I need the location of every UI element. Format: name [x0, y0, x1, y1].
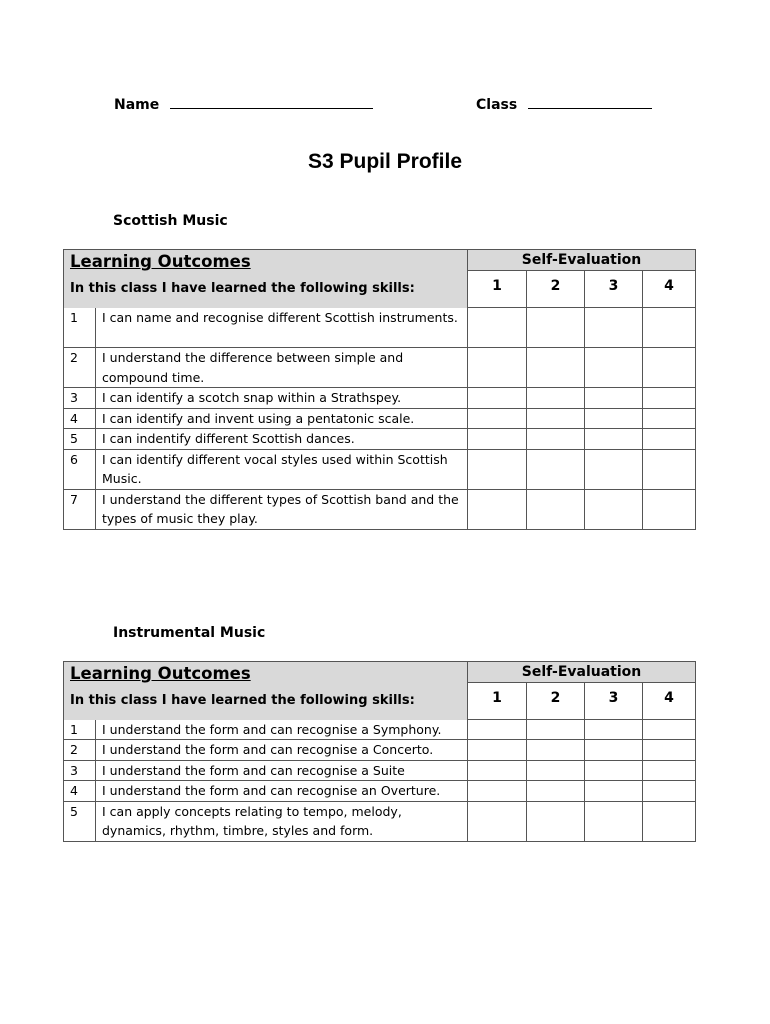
rating-cell[interactable]	[585, 801, 643, 841]
outcome-text: I can name and recognise different Scottish instruments.	[102, 309, 458, 325]
row-number: 3	[70, 390, 78, 405]
rating-cell[interactable]	[643, 740, 696, 761]
rating-cell[interactable]	[643, 760, 696, 781]
self-evaluation-header	[468, 250, 696, 271]
rating-cell[interactable]	[527, 740, 585, 761]
outcome-text: I can indentify different Scottish dances.	[102, 431, 355, 446]
rating-cell[interactable]	[527, 388, 585, 409]
rating-cell[interactable]	[585, 388, 643, 409]
rating-cell[interactable]	[585, 449, 643, 489]
table-row	[64, 781, 696, 802]
rating-cell[interactable]	[468, 740, 527, 761]
outcome-text: I understand the form and can recognise a Symphony.	[102, 721, 442, 737]
rating-cell[interactable]	[643, 408, 696, 429]
rating-cell[interactable]	[643, 801, 696, 841]
outcome-text: I understand the different types of Scottish band and the types of music they play.	[102, 491, 459, 526]
rating-cell[interactable]	[527, 449, 585, 489]
row-number: 5	[70, 803, 78, 819]
class-blank-line[interactable]	[528, 94, 652, 109]
rating-cell[interactable]	[468, 408, 527, 429]
rating-cell[interactable]	[585, 720, 643, 740]
rating-cell[interactable]	[643, 781, 696, 802]
row-number: 1	[70, 309, 78, 325]
rating-cell[interactable]	[527, 429, 585, 450]
rating-cell[interactable]	[585, 408, 643, 429]
rating-cell[interactable]	[468, 781, 527, 802]
rating-cell[interactable]	[527, 348, 585, 388]
table-row	[64, 801, 696, 841]
rating-cell[interactable]	[585, 308, 643, 348]
table-row	[64, 489, 696, 529]
rating-cell[interactable]	[468, 720, 527, 740]
outcome-text: I can apply concepts relating to tempo, melody, dynamics, rhythm, timbre, styles and form.	[102, 803, 402, 838]
table-row	[64, 388, 696, 409]
page-title: S3 Pupil Profile	[307, 150, 463, 173]
rating-column-header: 1	[468, 271, 527, 308]
outcome-text: I understand the form and can recognise a Suite	[102, 762, 405, 778]
rating-cell[interactable]	[527, 408, 585, 429]
rating-cell[interactable]	[468, 449, 527, 489]
rating-column-header: 1	[468, 683, 527, 720]
class-label: Class	[476, 97, 518, 113]
rating-cell[interactable]	[468, 801, 527, 841]
self-evaluation-title: Self-Evaluation	[521, 664, 642, 680]
rating-cell[interactable]	[643, 429, 696, 450]
class-field[interactable]	[476, 94, 652, 113]
rating-column-header: 4	[643, 271, 696, 308]
learning-outcomes-header	[64, 250, 468, 308]
table-row	[64, 408, 696, 429]
rating-cell[interactable]	[585, 348, 643, 388]
row-number: 2	[70, 742, 78, 757]
rating-cell[interactable]	[468, 489, 527, 529]
outcomes-table-instrumental	[63, 661, 696, 842]
rating-cell[interactable]	[585, 760, 643, 781]
rating-cell[interactable]	[643, 489, 696, 529]
rating-cell[interactable]	[643, 449, 696, 489]
self-evaluation-title: Self-Evaluation	[521, 252, 642, 268]
rating-column-header: 3	[585, 271, 643, 308]
rating-cell[interactable]	[468, 388, 527, 409]
rating-cell[interactable]	[585, 429, 643, 450]
table-row	[64, 449, 696, 489]
outcome-text: I understand the form and can recognise a Concerto.	[102, 742, 434, 757]
table-row	[64, 760, 696, 781]
learning-outcomes-title: Learning Outcomes	[70, 664, 251, 683]
row-number: 2	[70, 350, 78, 365]
section-heading-scottish: Scottish Music	[113, 213, 228, 229]
rating-cell[interactable]	[468, 308, 527, 348]
row-number: 5	[70, 431, 78, 446]
table-row	[64, 429, 696, 450]
rating-column-header: 2	[527, 683, 585, 720]
row-number: 3	[70, 762, 78, 778]
rating-cell[interactable]	[527, 781, 585, 802]
rating-cell[interactable]	[468, 348, 527, 388]
table-row	[64, 740, 696, 761]
rating-column-header: 3	[585, 683, 643, 720]
name-label: Name	[114, 97, 160, 113]
row-number: 6	[70, 451, 78, 467]
rating-cell[interactable]	[527, 760, 585, 781]
rating-cell[interactable]	[643, 720, 696, 740]
section-heading-instrumental: Instrumental Music	[113, 625, 266, 641]
rating-column-header: 4	[643, 683, 696, 720]
row-number: 4	[70, 410, 78, 426]
rating-cell[interactable]	[585, 781, 643, 802]
outcomes-table-scottish	[63, 249, 696, 530]
rating-cell[interactable]	[468, 760, 527, 781]
self-evaluation-header	[468, 662, 696, 683]
outcome-text: I can identify different vocal styles used within Scottish Music.	[102, 451, 448, 486]
rating-column-header: 2	[527, 271, 585, 308]
row-number: 4	[70, 783, 78, 798]
table-row	[64, 308, 696, 348]
row-number: 1	[70, 721, 78, 737]
table-row	[64, 720, 696, 740]
rating-cell[interactable]	[527, 308, 585, 348]
rating-cell[interactable]	[643, 308, 696, 348]
skills-intro: In this class I have learned the following skills:	[70, 693, 415, 708]
learning-outcomes-header	[64, 662, 468, 720]
rating-cell[interactable]	[585, 489, 643, 529]
name-blank-line[interactable]	[170, 94, 373, 109]
outcome-text: I understand the difference between simple and compound time.	[102, 350, 404, 385]
rating-cell[interactable]	[468, 429, 527, 450]
rating-cell[interactable]	[643, 388, 696, 409]
rating-cell[interactable]	[527, 801, 585, 841]
rating-cell[interactable]	[643, 348, 696, 388]
outcome-text: I can identify a scotch snap within a Strathspey.	[102, 390, 402, 405]
learning-outcomes-title: Learning Outcomes	[70, 252, 251, 271]
name-field[interactable]	[114, 94, 373, 113]
rating-cell[interactable]	[585, 740, 643, 761]
skills-intro: In this class I have learned the following skills:	[70, 281, 415, 296]
rating-cell[interactable]	[527, 489, 585, 529]
row-number: 7	[70, 491, 78, 507]
outcome-text: I can identify and invent using a pentatonic scale.	[102, 410, 415, 426]
outcome-text: I understand the form and can recognise an Overture.	[102, 783, 441, 798]
rating-cell[interactable]	[527, 720, 585, 740]
table-row	[64, 348, 696, 388]
